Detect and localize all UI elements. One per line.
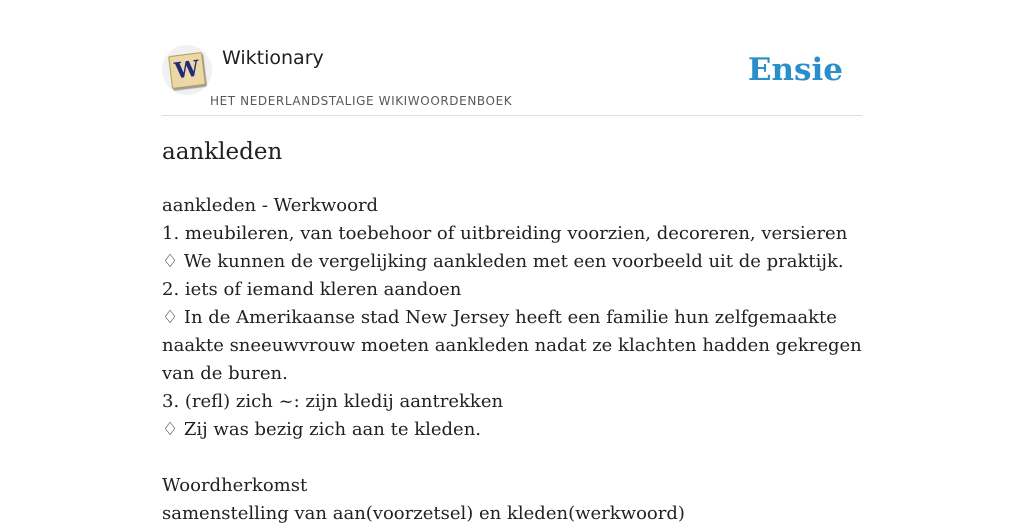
entry-line-definition-2: 2. iets of iemand kleren aandoen	[162, 279, 462, 300]
site-name[interactable]: Wiktionary	[222, 47, 324, 69]
page-title: aankleden	[162, 139, 283, 165]
logo-letter: W	[173, 55, 201, 85]
etymology-text: samenstelling van aan(voorzetsel) en kleden(werkwoord)	[162, 503, 685, 524]
entry-line-definition-1: 1. meubileren, van toebehoor of uitbreiding voorzien, decoreren, versieren	[162, 223, 848, 244]
site-tagline: HET NEDERLANDSTALIGE WIKIWOORDENBOEK	[210, 94, 513, 108]
entry-body	[162, 192, 862, 528]
section-spacer	[162, 444, 862, 472]
entry-line-definition-3: 3. (refl) zich ~: zijn kledij aantrekken	[162, 391, 504, 412]
entry-line-example-3: ♢ Zij was bezig zich aan te kleden.	[162, 419, 482, 440]
entry-card	[162, 0, 862, 524]
entry-line-example-1: ♢ We kunnen de vergelijking aankleden met een voorbeeld uit de praktijk.	[162, 251, 844, 272]
wiktionary-logo[interactable]	[162, 45, 212, 95]
entry-line-wordclass: aankleden - Werkwoord	[162, 195, 379, 216]
ensie-brand-link[interactable]: Ensie	[747, 52, 843, 88]
etymology-heading: Woordherkomst	[162, 475, 308, 496]
header-divider	[162, 115, 862, 116]
entry-line-example-2: ♢ In de Amerikaanse stad New Jersey heeft een familie hun zelfgemaakte naakte sneeuwvrouw moeten aankleden nadat ze klachten hadden gekregen van de buren.	[162, 307, 862, 384]
logo-tile	[168, 52, 206, 89]
